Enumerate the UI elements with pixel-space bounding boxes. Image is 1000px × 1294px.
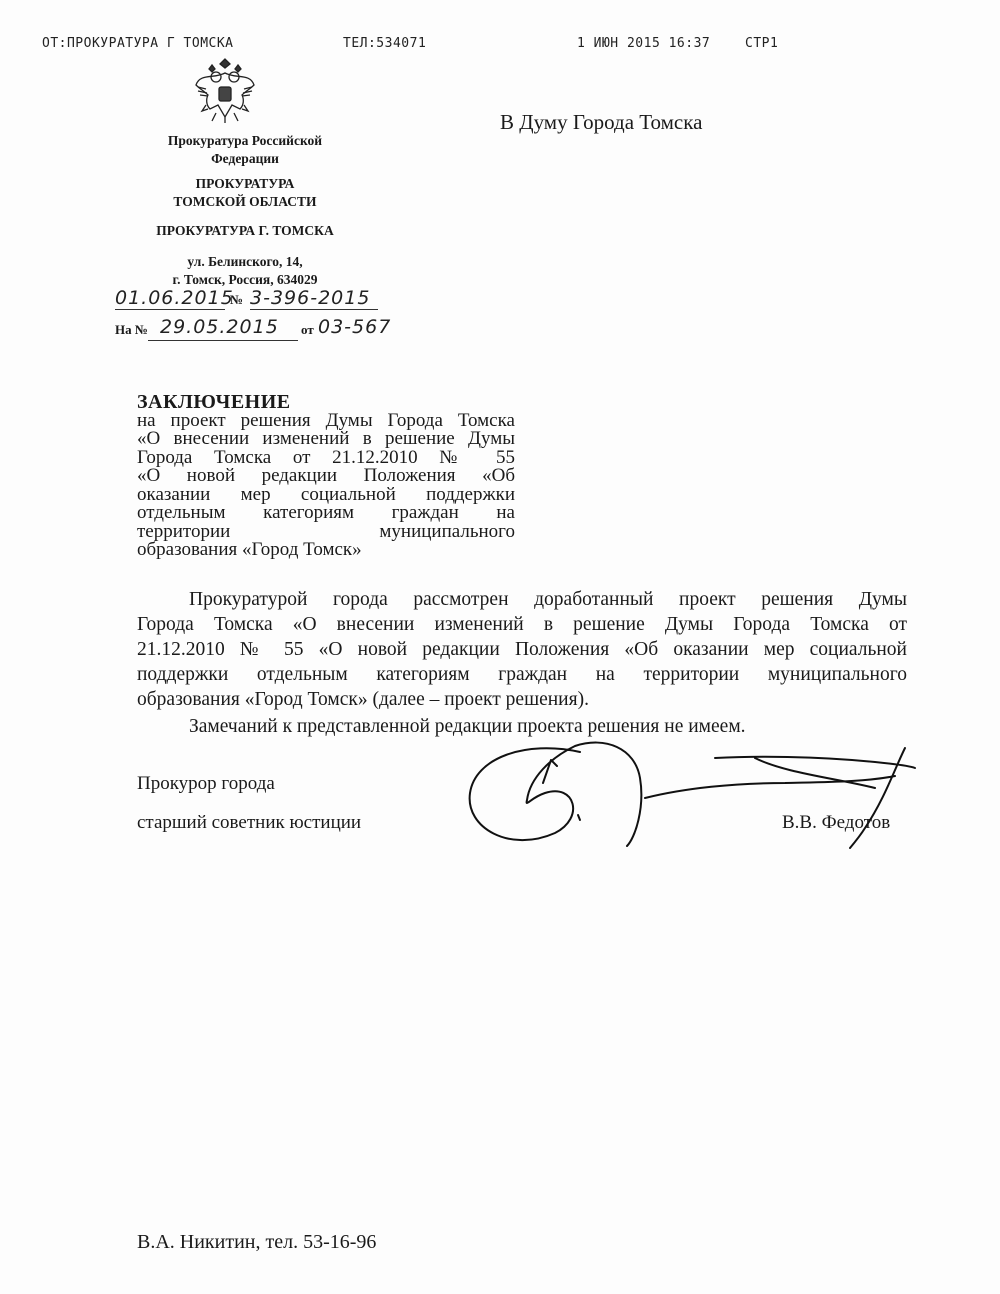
- recipient: В Думу Города Томска: [500, 110, 703, 134]
- body-line: Прокуратурой города рассмотрен доработанный проект решения Думы: [189, 589, 907, 610]
- title-line: на проект решения Думы Города Томска: [137, 409, 515, 431]
- conclusion-title-block: [137, 393, 515, 560]
- sender-org-line2: Федерации: [211, 151, 279, 166]
- coat-of-arms-icon: [192, 55, 258, 127]
- body-line: поддержки отдельным категориям граждан на территории муниципального: [137, 664, 907, 685]
- conclusion-heading: ЗАКЛЮЧЕНИЕ: [137, 391, 291, 413]
- body-line: образования «Город Томск» (далее – проект решения).: [137, 689, 589, 710]
- reference-from-label: от: [301, 322, 314, 337]
- reference-label: На №: [115, 322, 148, 337]
- outgoing-number-label: №: [230, 292, 244, 307]
- executor-contact: В.А. Никитин, тел. 53-16-96: [137, 1231, 377, 1253]
- fax-phone: ТЕЛ:534071: [343, 36, 427, 51]
- signatory-name: В.В. Федотов: [782, 812, 891, 833]
- title-line: территории муниципального: [137, 520, 515, 542]
- signatory-position: Прокурор города: [137, 773, 275, 794]
- title-line: образования «Город Томск»: [137, 539, 362, 560]
- body-line: 21.12.2010 № 55 «О новой редакции Положения «Об оказании мер социальной: [137, 639, 907, 660]
- body-paragraph-2: [137, 714, 907, 739]
- fax-page: СТР1: [745, 36, 779, 51]
- sender-address-city: г. Томск, Россия, 634029: [172, 272, 318, 287]
- body-line: Замечаний к представленной редакции проекта решения не имеем.: [189, 716, 746, 737]
- outgoing-number: 3-396-2015: [250, 287, 378, 310]
- title-line: отдельным категориям граждан на: [137, 502, 515, 523]
- title-line: Города Томска от 21.12.2010 № 55: [137, 446, 515, 468]
- handwritten-signature-icon: [455, 738, 935, 860]
- sender-org-line4: ТОМСКОЙ ОБЛАСТИ: [173, 194, 317, 209]
- outgoing-date: 01.06.2015: [115, 287, 234, 309]
- title-line: оказании мер социальной поддержки: [137, 483, 515, 505]
- title-line: «О внесении изменений в решение Думы: [137, 428, 515, 449]
- body-line: Города Томска «О внесении изменений в решение Думы Города Томска от: [137, 614, 907, 635]
- body-paragraph-1: [137, 587, 907, 712]
- sender-org-line1: Прокуратура Российской: [167, 133, 323, 148]
- fax-datetime: 1 ИЮН 2015 16:37: [577, 36, 711, 51]
- signatory-rank: старший советник юстиции: [137, 812, 362, 833]
- sender-address-street: ул. Белинского, 14,: [187, 254, 303, 269]
- fax-sender: ОТ:ПРОКУРАТУРА Г ТОМСКА: [42, 36, 234, 51]
- reference-date: 29.05.2015: [148, 316, 298, 341]
- sender-org-line5: ПРОКУРАТУРА Г. ТОМСКА: [156, 223, 334, 238]
- sender-org-line3: ПРОКУРАТУРА: [195, 176, 295, 191]
- title-line: «О новой редакции Положения «Об: [137, 465, 515, 486]
- reference-number: 03-567: [318, 316, 392, 338]
